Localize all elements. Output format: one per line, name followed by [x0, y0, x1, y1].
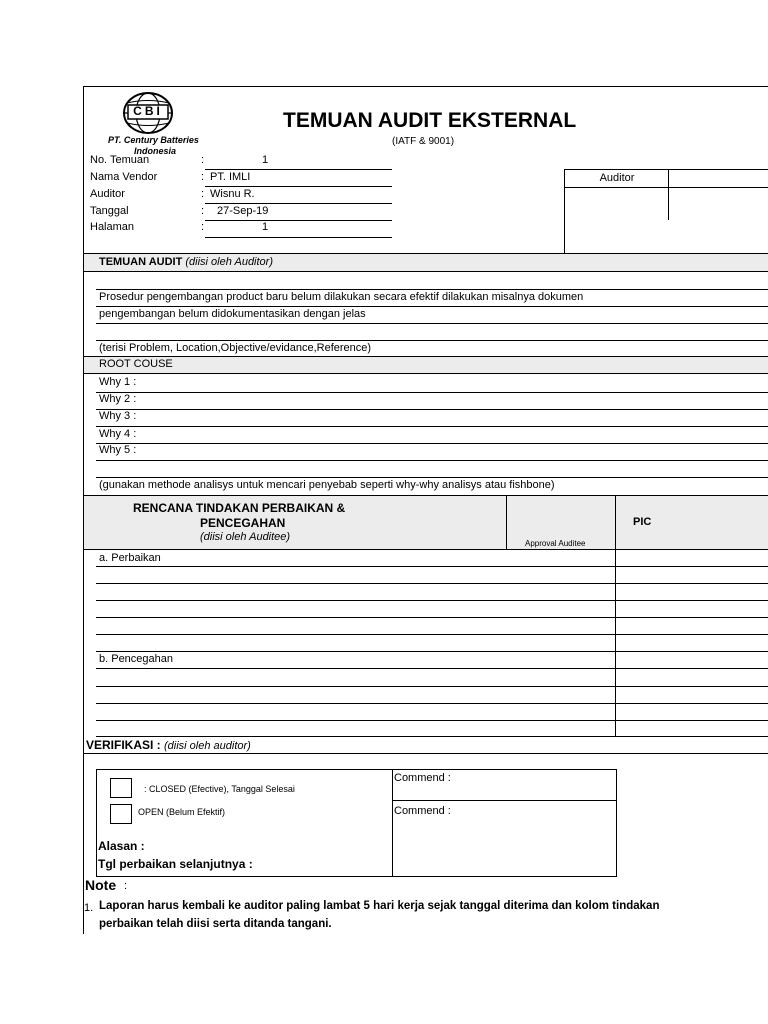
- auditor-box-right: [668, 170, 669, 220]
- page-subtitle: (IATF & 9001): [392, 136, 455, 147]
- root-cause-heading: ROOT COUSE: [99, 358, 173, 370]
- temuan-heading-note: (diisi oleh Auditor): [185, 256, 274, 268]
- perbaikan-line-3: [96, 600, 768, 601]
- open-label: OPEN (Belum Efektif): [138, 807, 226, 817]
- value-halaman: 1: [262, 221, 269, 233]
- closed-checkbox[interactable]: [110, 778, 132, 798]
- why-1-line: [96, 392, 768, 393]
- pencegahan-line-2: [96, 686, 768, 687]
- temuan-line-b: [96, 306, 768, 307]
- rencana-title-line1: RENCANA TINDAKAN PERBAIKAN &: [133, 501, 346, 515]
- tgl-perbaikan-label[interactable]: Tgl perbaikan selanjutnya :: [98, 857, 253, 871]
- alasan-label[interactable]: Alasan :: [98, 839, 145, 853]
- verifikasi-heading-note: (diisi oleh auditor): [164, 740, 251, 752]
- temuan-line-c: [96, 323, 768, 324]
- verifikasi-heading-title: VERIFIKASI :: [86, 738, 161, 752]
- why-5-line: [96, 460, 768, 461]
- page-title: TEMUAN AUDIT EKSTERNAL: [283, 109, 577, 132]
- value-no-temuan: 1: [262, 154, 269, 166]
- commend-2-label[interactable]: Commend :: [394, 805, 451, 817]
- temuan-heading: [99, 256, 273, 269]
- logo-emblem-text: CBI: [133, 104, 163, 118]
- verifikasi-heading: [86, 738, 251, 753]
- sep-halaman: :: [201, 221, 205, 233]
- perbaikan-line-2: [96, 583, 768, 584]
- root-cause-blank-line: [96, 477, 768, 478]
- auditor-signature-box[interactable]: [564, 169, 768, 254]
- commend-1-label[interactable]: Commend :: [394, 772, 451, 784]
- pencegahan-line-4: [96, 720, 768, 721]
- logo-company-line2: Indonesia: [134, 146, 177, 156]
- auditor-box-label: Auditor: [599, 172, 635, 184]
- verifikasi-box-mid-line: [392, 800, 616, 801]
- temuan-line-d: [96, 340, 768, 341]
- temuan-heading-title: TEMUAN AUDIT: [99, 256, 183, 268]
- label-halaman: Halaman: [90, 221, 135, 233]
- rencana-note: (diisi oleh Auditee): [200, 531, 291, 543]
- value-auditor: Wisnu R.: [210, 188, 255, 200]
- why-5-label[interactable]: Why 5 :: [99, 444, 137, 456]
- approval-auditee-label: Approval Auditee: [525, 539, 586, 548]
- root-cause-header-band: [84, 356, 768, 374]
- label-no-temuan: No. Temuan: [90, 154, 150, 166]
- root-cause-hint: (gunakan methode analisys untuk mencari penyebab seperti why-why analisys atau fishbone): [99, 479, 555, 491]
- top-border: [83, 86, 768, 87]
- underline-halaman: [205, 237, 392, 238]
- open-checkbox[interactable]: [110, 804, 132, 824]
- note-item-line2: perbaikan telah diisi serta ditanda tangani.: [99, 918, 332, 930]
- why-4-line: [96, 443, 768, 444]
- perbaikan-line-6: [96, 651, 768, 652]
- note-heading: Note: [85, 877, 117, 893]
- label-auditor: Auditor: [90, 188, 125, 200]
- underline-tanggal: [205, 220, 392, 221]
- sep-auditor: :: [201, 188, 205, 200]
- temuan-line-a: [96, 289, 768, 290]
- why-1-label[interactable]: Why 1 :: [99, 376, 137, 388]
- underline-nama-vendor: [205, 186, 392, 187]
- underline-auditor: [205, 203, 392, 204]
- temuan-text-line1[interactable]: Prosedur pengembangan product baru belum dilakukan secara efektif dilakukan misalnya dokumen: [99, 291, 584, 303]
- rencana-title-line2: PENCEGAHAN: [200, 516, 286, 530]
- note-item-line1: Laporan harus kembali ke auditor paling lambat 5 hari kerja sejak tanggal diterima dan kolom tindakan: [99, 900, 660, 912]
- verifikasi-underline: [84, 753, 768, 754]
- auditor-box-divider: [565, 187, 768, 188]
- closed-label: : CLOSED (Efective), Tanggal Selesai: [144, 784, 295, 794]
- perbaikan-label: a. Perbaikan: [99, 552, 161, 564]
- sep-nama-vendor: :: [201, 171, 205, 183]
- note-colon: :: [124, 880, 128, 892]
- why-4-label[interactable]: Why 4 :: [99, 428, 137, 440]
- pencegahan-line-5: [96, 736, 768, 737]
- sep-tanggal: :: [201, 205, 205, 217]
- pencegahan-line-1: [96, 668, 768, 669]
- note-item-number: 1.: [84, 902, 94, 914]
- sep-no-temuan: :: [201, 154, 205, 166]
- temuan-hint: (terisi Problem, Location,Objective/evidance,Reference): [99, 342, 372, 354]
- logo-company-line1: PT. Century Batteries: [108, 135, 199, 145]
- why-2-line: [96, 409, 768, 410]
- why-3-label[interactable]: Why 3 :: [99, 410, 137, 422]
- perbaikan-line-1: [96, 566, 768, 567]
- temuan-text-line2[interactable]: pengembangan belum didokumentasikan dengan jelas: [99, 308, 366, 320]
- why-3-line: [96, 426, 768, 427]
- underline-no-temuan: [205, 169, 392, 170]
- why-2-label[interactable]: Why 2 :: [99, 393, 137, 405]
- value-nama-vendor: PT. IMLI: [210, 171, 251, 183]
- pencegahan-label: b. Pencegahan: [99, 653, 174, 665]
- value-tanggal: 27-Sep-19: [217, 205, 269, 217]
- pic-label: PIC: [633, 516, 652, 528]
- label-nama-vendor: Nama Vendor: [90, 171, 158, 183]
- pencegahan-line-3: [96, 703, 768, 704]
- rencana-col-divider-2: [615, 495, 616, 736]
- perbaikan-line-5: [96, 634, 768, 635]
- rencana-col-divider-1: [506, 495, 507, 549]
- label-tanggal: Tanggal: [90, 205, 129, 217]
- verifikasi-box-divider: [392, 770, 393, 876]
- company-logo: [108, 90, 202, 158]
- perbaikan-line-4: [96, 617, 768, 618]
